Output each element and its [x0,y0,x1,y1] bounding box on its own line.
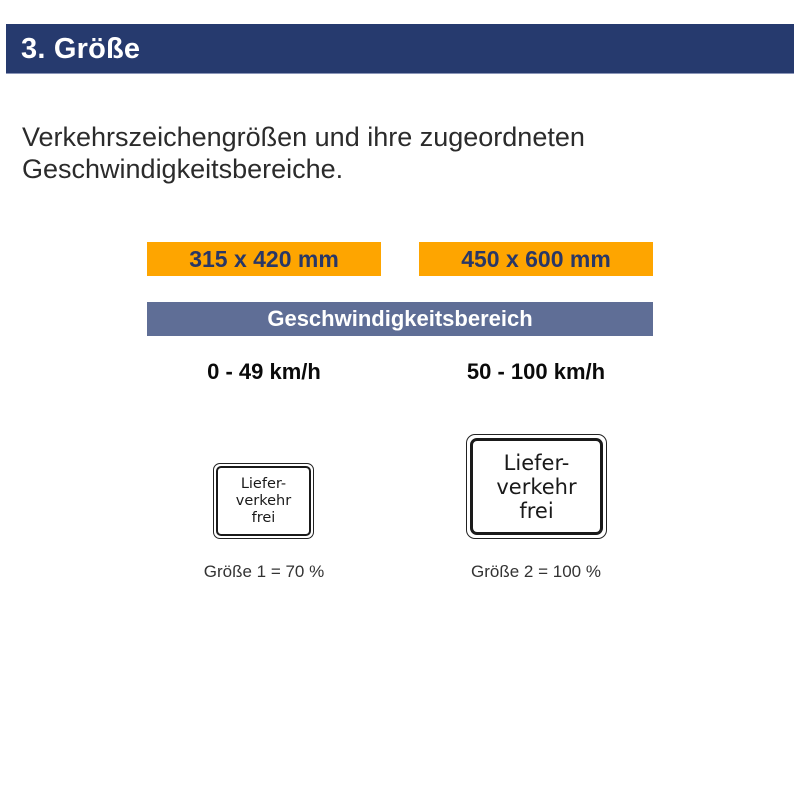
sign-text-line-3: frei [251,509,276,526]
speed-range-header: Geschwindigkeitsbereich [147,302,653,336]
intro-text [22,121,722,185]
sign-face [216,466,311,536]
size-caption-1: Größe 1 = 70 % [203,562,325,581]
sign-text-line-2: verkehr [496,474,577,499]
traffic-sign-large [466,434,607,539]
sign-text-line-1: Liefer- [240,475,287,492]
traffic-sign-small [213,463,314,539]
size-caption-2: Größe 2 = 100 % [471,562,601,581]
section-header [6,24,794,74]
speed-range-2: 50 - 100 km/h [466,359,606,384]
size-label-1: 315 x 420 mm [147,242,381,276]
sign-text-line-2: verkehr [235,492,292,509]
sign-face [470,438,603,535]
intro-line-1: Verkehrszeichengrößen und ihre zugeordneten [22,122,585,152]
speed-range-1: 0 - 49 km/h [207,359,321,384]
intro-line-2: Geschwindigkeitsbereiche. [22,154,344,184]
sign-text-line-3: frei [519,498,554,523]
section-title: 3. Größe [21,33,141,65]
sign-text-line-1: Liefer- [503,450,570,475]
size-label-2: 450 x 600 mm [419,242,653,276]
